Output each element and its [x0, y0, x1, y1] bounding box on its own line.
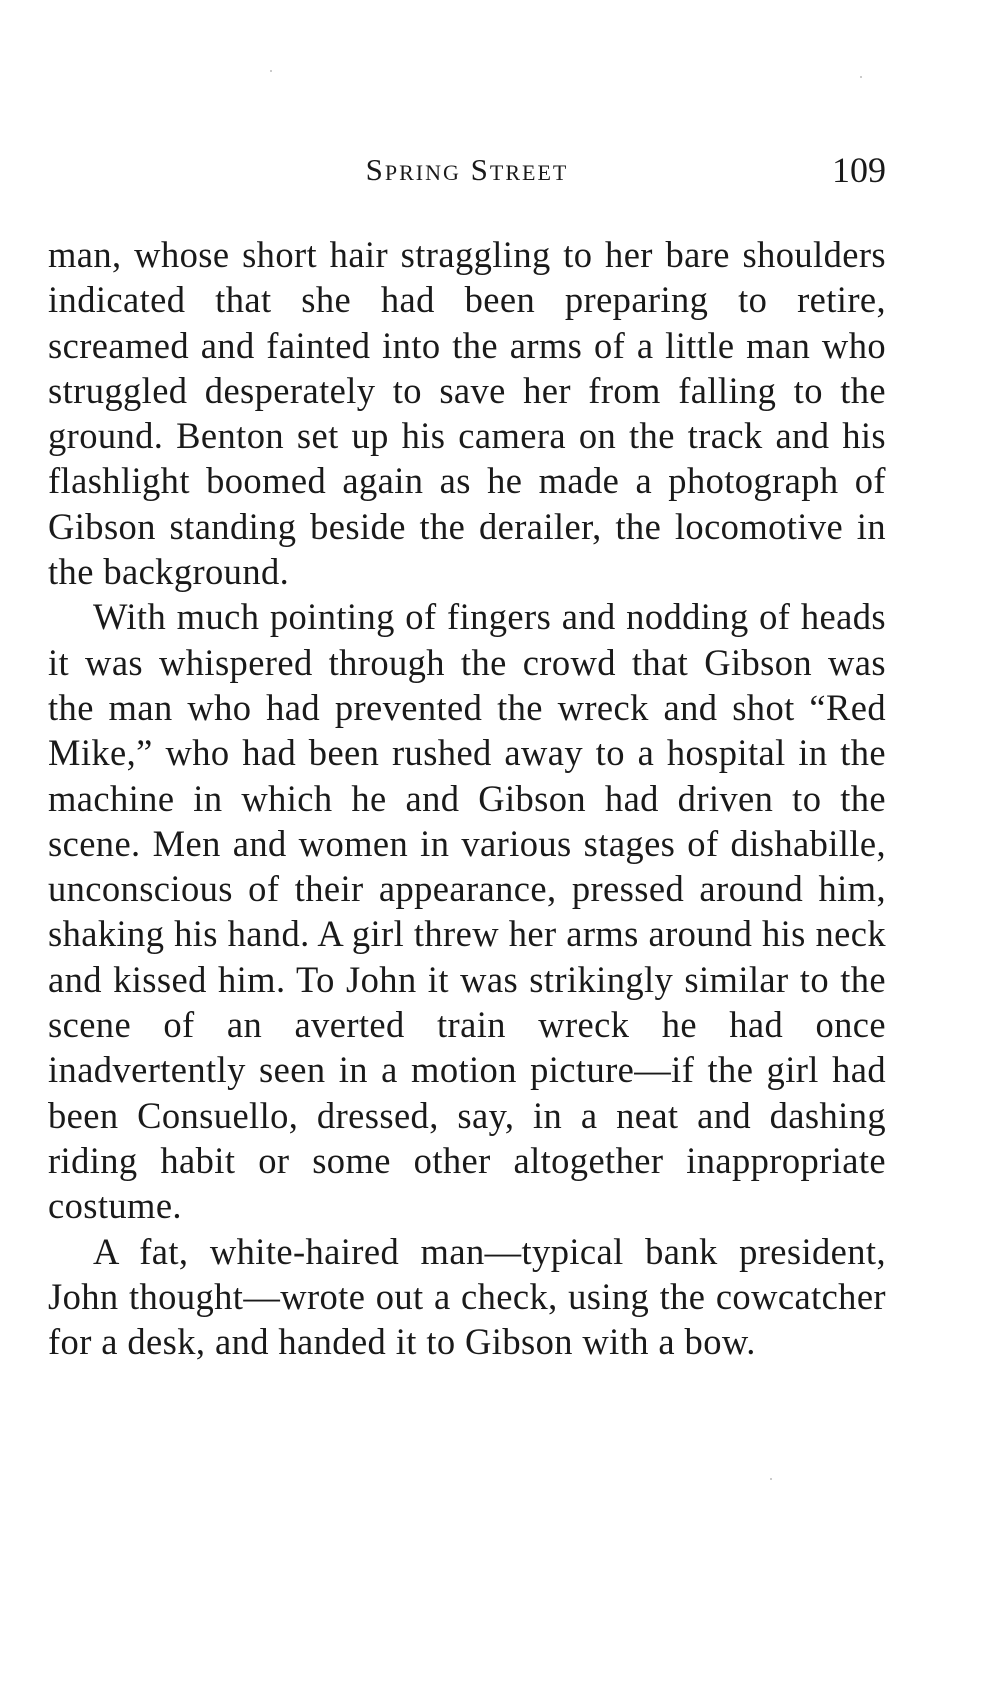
page-header: [48, 150, 886, 198]
running-head: Spring Street: [365, 152, 569, 187]
paper-speck: [270, 70, 272, 72]
paper-speck: [860, 76, 862, 78]
paragraph: With much pointing of fingers and nodding of heads it was whispered through the crowd that Gibson was the man who had prevented the wreck and shot “Red Mike,” who had been rushed away to a hospital in the machine in which he and Gibson had driven to the scene. Men and women in various stages of dishabille, unconscious of their appearance, pressed around him, shaking his hand. A girl threw her arms around his neck and kissed him. To John it was strikingly similar to the scene of an averted train wreck he had once inadvertently seen in a motion picture—if the girl had been Consuello, dressed, say, in a neat and dashing riding habit or some other altogether inappropriate costume.: [48, 596, 886, 1227]
page-number: 109: [832, 150, 886, 190]
paragraph: A fat, white-haired man—typical bank president, John thought—wrote out a check, using the cowcatcher for a desk, and handed it to Gibson with a bow.: [48, 1230, 886, 1363]
paper-speck: [770, 1478, 772, 1480]
body-text: [48, 232, 886, 1364]
paragraph-continued: man, whose short hair straggling to her bare shoulders indicated that she had been preparing to retire, screamed and fainted into the arms of a little man who struggled desperately to save her from falling to the ground. Benton set up his camera on the track and his flashlight boomed again as he made a photograph of Gibson standing beside the derailer, the locomotive in the background.: [48, 234, 886, 593]
